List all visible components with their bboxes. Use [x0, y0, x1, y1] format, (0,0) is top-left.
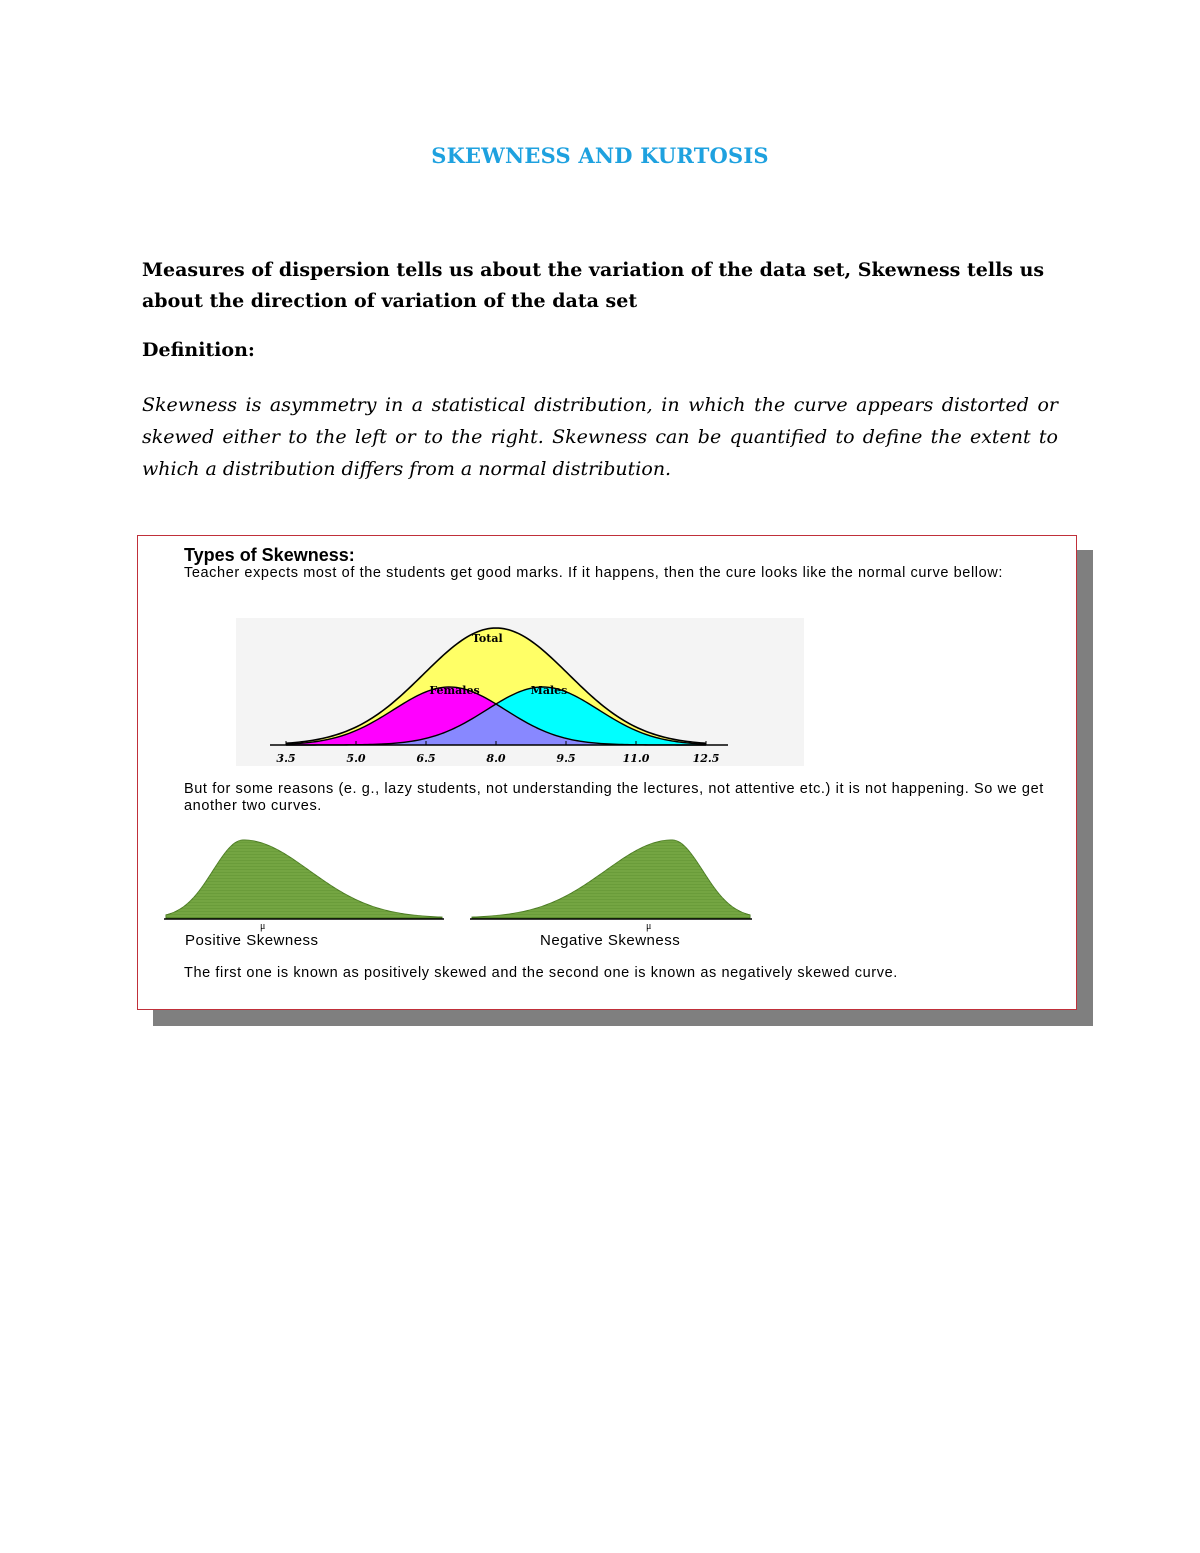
x-tick-label: 12.5: [692, 752, 720, 765]
normal-curve-chart: [236, 618, 804, 766]
series-label-total: Total: [472, 632, 503, 645]
negative-skewness-label: Negative Skewness: [540, 932, 681, 949]
x-tick-label: 5.0: [346, 752, 366, 765]
series-label-males: Males: [530, 684, 568, 697]
x-tick-label: 11.0: [622, 752, 650, 765]
skewness-curves: [162, 838, 752, 928]
series-label-females: Females: [429, 684, 480, 697]
figure-paragraph-3: The first one is known as positively skewed and the second one is known as negatively skewed curve.: [184, 965, 898, 981]
skewness-figure: [137, 535, 1077, 1010]
positive-skewness-label: Positive Skewness: [185, 932, 319, 949]
positive-skew-curve: [166, 840, 442, 918]
negative-skew-curve: [472, 840, 750, 918]
x-tick-label: 9.5: [556, 752, 576, 765]
x-tick-label: 3.5: [276, 752, 296, 765]
page-title: SKEWNESS AND KURTOSIS: [431, 143, 769, 168]
intro-paragraph: Measures of dispersion tells us about the variation of the data set, Skewness tells us about the direction of variation of the data set: [142, 259, 1045, 312]
definition-text: Skewness is asymmetry in a statistical distribution, in which the curve appears distorted or skewed either to the left or to the right. Skewness can be quantified to define the extent to which a distribution differs from a normal distribution.: [142, 394, 1058, 480]
mu-marker-negative: μ: [646, 921, 652, 932]
definition-heading: Definition:: [142, 339, 255, 361]
mu-marker-positive: μ: [260, 921, 266, 932]
x-tick-label: 6.5: [416, 752, 436, 765]
x-tick-label: 8.0: [486, 752, 506, 765]
figure-heading: Types of Skewness:: [184, 545, 355, 565]
figure-paragraph-1: Teacher expects most of the students get good marks. If it happens, then the cure looks like the normal curve bellow:: [184, 565, 1003, 581]
figure-paragraph-2: But for some reasons (e. g., lazy students, not understanding the lectures, not attentive etc.) it is not happening. So we get another two curves.: [184, 781, 1044, 814]
